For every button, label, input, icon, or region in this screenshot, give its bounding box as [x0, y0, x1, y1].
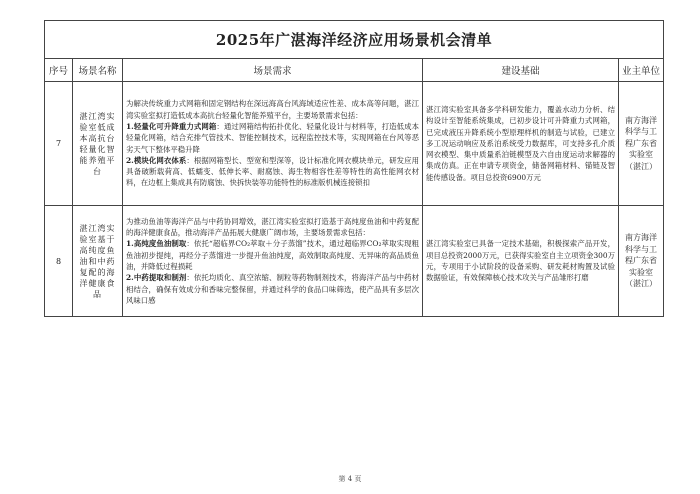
row-name: 湛江湾实验室低成本高抗台轻量化智能养殖平台 — [73, 82, 123, 206]
table-row — [45, 82, 664, 206]
row-need — [123, 206, 423, 317]
row-seq: 8 — [45, 206, 73, 317]
need-item — [126, 238, 419, 272]
need-item — [126, 155, 419, 189]
need-item-text: ：依托“超临界CO₂萃取＋分子蒸馏”技术，通过超临界CO₂萃取实现粗鱼油初步提纯，再经分子蒸馏进一步提升鱼油纯度，高效制取高纯度、无异味的高品质鱼油，并降低过程损耗 — [126, 239, 419, 271]
row-need — [123, 82, 423, 206]
header-name: 场景名称 — [73, 59, 123, 82]
row-base: 湛江湾实验室具备多学科研发能力，覆盖水动力分析、结构设计至智能系统集成，已初步设计可升降重力式网箱，已完成液压升降系统小型原理样机的制造与试验，已建立多工况运动响应及系泊系统受力数据库，可支持多孔介质网衣模型、集中质量系泊链模型及六自由度运动求解器的集成仿真。正在申请专项资金，储备网箱材料、锚链及智能传感设备。项目总投资6900万元 — [423, 82, 619, 206]
need-item — [126, 272, 419, 306]
need-item — [126, 121, 419, 155]
need-item-title: 1.高纯度鱼油制取 — [126, 239, 187, 249]
need-item-text: ：依托均质化、真空浓缩、制粒等药物制剂技术，将海洋产品与中药材相结合，确保有效成分和香味完整保留，并通过科学的食品口味筛选，使产品具有多层次风味口感 — [126, 273, 419, 305]
row-owner: 南方海洋科学与工程广东省实验室（湛江） — [619, 206, 664, 317]
row-owner: 南方海洋科学与工程广东省实验室（湛江） — [619, 82, 664, 206]
need-item-title: 2.模块化网衣体系 — [126, 155, 187, 165]
need-item-text: ：通过网箱结构拓扑优化、轻量化设计与材料等，打造低成本轻量化网箱，结合充排气管技术、智能控制技术，远程监控技术等，实现网箱在台风等恶劣天气下整体平稳升降 — [126, 121, 419, 154]
need-item-title: 1.轻量化可升降重力式网箱 — [126, 121, 217, 131]
header-base: 建设基础 — [423, 59, 619, 82]
header-owner: 业主单位 — [619, 59, 664, 82]
header-row — [45, 59, 664, 82]
row-base: 湛江湾实验室已具备一定技术基础，积极探索产品开发，项目总投资2000万元，已获得实验室自主立项资金300万元，专项用于小试阶段的设备采购、研发耗材购置及试验数据验证，有效保障核心技术攻关与产品雏形打磨 — [423, 206, 619, 317]
row-seq: 7 — [45, 82, 73, 206]
need-item-title: 2.中药提取和制剂 — [126, 273, 187, 283]
row-name: 湛江湾实验室基于高纯度鱼油和中药复配的海洋健康食品 — [73, 206, 123, 317]
need-item-text: ：根据网箱型长、型宽和型深等，设计标准化网衣模块单元，研发应用具备破断载荷高、低蠕变、低伸长率、耐腐蚀、海生物相容性差等特性的高性能网衣材料，在边框上集成具有防腐蚀、快拆快装等功能特性的标准版机械连接锁扣 — [126, 155, 419, 188]
scenario-table — [44, 20, 664, 317]
page-number: 第 4 页 — [338, 475, 362, 483]
header-seq: 序号 — [45, 59, 73, 82]
header-need: 场景需求 — [123, 59, 423, 82]
table-row — [45, 206, 664, 317]
need-intro: 为解决传统重力式网箱和固定钢结构在深远海高台风海域适应性差、成本高等问题，湛江湾实验室拟打造低成本高抗台轻量化智能养殖平台，主要场景需求包括： — [126, 99, 419, 120]
need-intro: 为推动鱼油等海洋产品与中药协同增效，湛江湾实验室拟打造基于高纯度鱼油和中药复配的海洋健康食品，推动海洋产品拓展大健康广阔市场，主要场景需求包括： — [126, 216, 419, 238]
table-title: 2025年广湛海洋经济应用场景机会清单 — [45, 21, 664, 59]
